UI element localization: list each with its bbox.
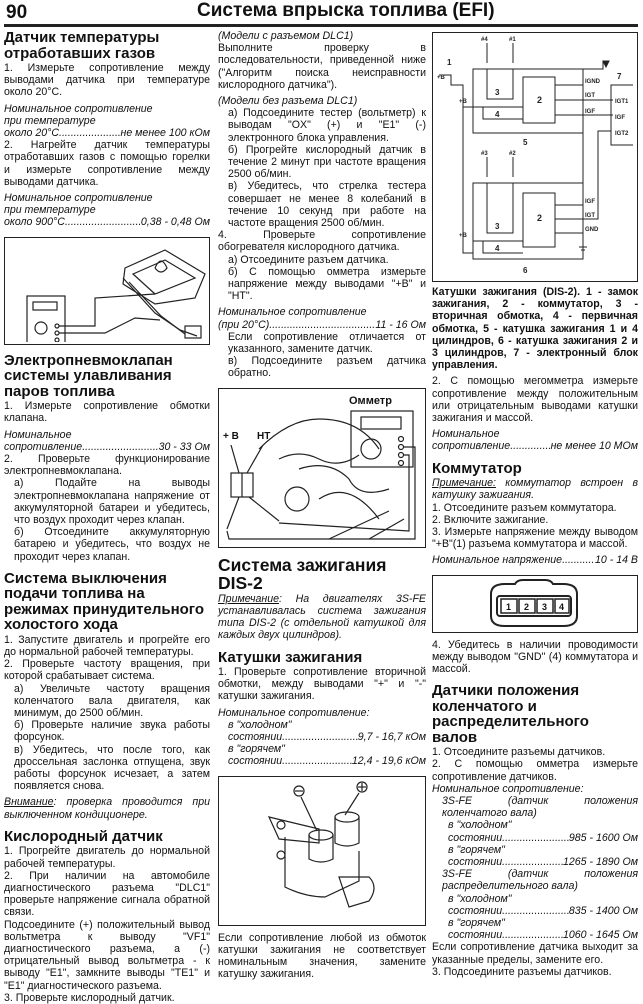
svg-text:5: 5 — [523, 138, 528, 147]
spec-row: Номинальное напряжение ..... 10 - 14 В — [432, 554, 638, 566]
step: 2. Нагрейте датчик температуры отработавших газов с помощью горелки и измерьте сопротивление между выводами датчика. — [4, 139, 210, 188]
spec-row: состоянии ..... 985 - 1600 Ом — [432, 832, 638, 844]
diagram-label: #3 — [481, 151, 488, 157]
spec-row: состоянии ..... 9,7 - 16,7 кОм — [218, 731, 426, 743]
section-title: Датчики положения коленчатого и распределительного валов — [432, 682, 589, 746]
svg-text:IGT1: IGT1 — [615, 99, 629, 105]
section-dis2 — [218, 556, 426, 642]
svg-text:2: 2 — [537, 95, 543, 105]
pin-label: 4 — [559, 601, 565, 612]
ht-label: HT — [257, 430, 271, 442]
diagram-label: #1 — [509, 37, 516, 43]
page-number: 90 — [6, 2, 28, 23]
section-title: Коммутатор — [432, 459, 522, 477]
pin-label: 2 — [524, 601, 530, 612]
ohmmeter-label: Омметр — [349, 394, 392, 407]
spec-row: состоянии ..... 1265 - 1890 Ом — [432, 856, 638, 868]
running-title: Система впрыска топлива (EFI) — [197, 0, 495, 21]
figure-heater-test — [218, 388, 426, 548]
section-title: Катушки зажигания — [218, 648, 363, 666]
spec-row: (при 20°С) ..... 11 - 16 Ом — [218, 319, 426, 331]
svg-text:IGND: IGND — [585, 79, 600, 85]
figure-igniter-connector — [432, 575, 638, 633]
section-exhaust-temp-sensor: Датчик температуры отработавших газов 1. Измерьте сопротивление между выводами датчика при температуре около 20°С. Номинальное сопротивление при температуре около 20°С ..... не менее 100 кОм 2. Нагрейте датчик температуры отработавших газов с помощью горелки и измерьте сопротивление между выводами датчика. Номинальное сопротивление при температуре около 900°С ..... 0,38 - 0,48 Ом — [4, 30, 210, 229]
svg-text:IGT: IGT — [585, 93, 595, 99]
warning-note: Внимание: проверка проводится при выключенном кондиционере. — [4, 796, 210, 821]
section-ignition-coils: Катушки зажигания 1. Проверьте сопротивление вторичной обмотки, между выводами "+" и "-" катушки зажигания. Номинальное сопротивление: в "холодном" состоянии ..... 9,7 - 16,7 кОм в "горячем" состоянии ..... 12,4 - 19,6 кОм — [218, 650, 426, 768]
section-fuel-cut: Система выключения подачи топлива на режимах принудительного холостого хода 1. Запустите двигатель и прогрейте его до нормальной рабочей температуры. 2. Проверьте частоту вращения, при которой срабатывает система. а) Увеличьте частоту вращения коленчатого вала двигателя, как минимум, до 2500 об/мин. б) Проверьте наличие звука работы форсунок. в) Убедитесь, что после того, как дроссельная заслонка отпущена, звук работы форсунок исчезает, а затем появляется снова. Внимание: проверка проводится при выключенном кондиционере. — [4, 569, 210, 821]
svg-text:GND: GND — [585, 227, 599, 233]
svg-text:+B: +B — [459, 99, 467, 105]
section-evap-valve: Электропневмоклапан системы улавливания паров топлива 1. Измерьте сопротивление обмотки клапана. Номинальное сопротивление ..... 30 - 33 Ом 2. Проверьте функционирование электропневмоклапана. а) Подайте на выводы электропневмоклапана напряжение от аккумуляторной батареи и убедитесь, что воздух проходит через клапан. б) Отсоедините аккумуляторную батарею и убедитесь, что воздух не проходит через клапан. — [4, 353, 210, 563]
plus-b-label: + B — [223, 430, 239, 442]
section-crank-cam-sensors: Датчики положения коленчатого и распределительного валов 1. Отсоедините разъемы датчиков. 2. С помощью омметра измерьте сопротивление датчиков. Номинальное сопротивление: 3S-FE (датчик положения коленчатого вала) в "холодном" состоянии ..... 985 - 1600 Ом в "горячем" состоянии ..... 1265 - 1890 Ом 3S-FE (датчик положения распределительного вала) в "холодном" состоянии ..... 835 - 1400 Ом в "горячем" состоянии ..... 1060 - 1645 Ом Если сопротивление датчика выходит за указанные пределы, замените его. 3. Подсоедините разъемы датчиков. — [432, 683, 638, 978]
figure-caption: Катушки зажигания (DIS-2). 1 - замок зажигания, 2 - коммутатор, 3 - вторичная обмотка, 4 - первичная обмотка, 5 - катушка зажигания 1 и 4 цилиндров, 6 - катушка зажигания 2 и 3 цилиндров, 7 - электронный блок управления. — [432, 286, 638, 372]
section-title: Кислородный датчик — [4, 827, 163, 845]
spec-row: состоянии ..... 1060 - 1645 Ом — [432, 929, 638, 941]
section-title: Система выключения подачи топлива на режимах принудительного холостого хода — [4, 569, 205, 634]
pin-label: 1 — [506, 601, 512, 612]
svg-text:+B: +B — [459, 233, 467, 239]
diagram-label: #4 — [481, 37, 488, 43]
page-header — [4, 0, 638, 27]
figure-dis2-wiring-diagram — [432, 32, 638, 282]
spec-row: состоянии ..... 12,4 - 19,6 кОм — [218, 755, 426, 767]
note: Примечание: На двигателях 3S-FE устанавливалась система зажигания типа DIS-2 (с отдельной катушкой для каждых двух цилиндров). — [218, 592, 426, 642]
spec-row: сопротивление ..... 30 - 33 Ом — [4, 441, 210, 453]
svg-text:2: 2 — [537, 213, 543, 223]
column-3: #4 #1 #3 #2 1 2 2 3 3 4 4 5 6 7 +B +B +B IGND IGT IGF IGT1 IGF IGT2 IGF IGT GND Катушки зажигания (DIS-2). 1 - замок зажигания, 2 - коммутатор, 3 - вторичная обмотка, 4 - первичная обмотка, 5 - катушка зажигания 1 и 4 цилиндров, 6 - катушка зажигания 2 и 3 цилиндров, 7 - электронный блок управления. 2. С помощью мегомметра измерьте сопротивление между положительным или отрицательным выводами катушки зажигания и массой. Номинальное сопротивление ..... не менее 10 МОм Коммутатор Примечание: коммутатор встроен в катушку зажигания. 1. Отсоедините разъем коммутатора. 2. Включите зажигание. 3. Измерьте напряжение между выводом "+B"(1) разъема коммутатора и массой. Номинальное напряжение ..... 10 - 14 В 1 2 3 4 4. Убедитесь в наличии проводимости между выводом "GND" (4) коммутатора и массой. Датчики положения коленчатого и распределительного валов 1. Отсоедините разъемы датчиков. 2. С помощью омметра измерьте сопротивление датчиков. Номинальное сопротивление: 3S-FE (датчик положения коленчатого вала) в "холодном" состоянии ..... 985 - 1600 Ом в "горячем" состоянии ..... 1265 - 1890 Ом 3S-FE (датчик положения распределительного вала) в "холодном" состоянии ..... 835 - 1400 Ом в "горячем" состоянии ..... 1060 - 1645 Ом Если сопротивление датчика выходит за указанные пределы, замените его. 3. Подсоедините разъемы датчиков. — [432, 30, 638, 978]
spec-row: состоянии ..... 835 - 1400 Ом — [432, 905, 638, 917]
figure-exhaust-sensor-test — [4, 237, 210, 345]
figure-ignition-coil — [218, 776, 426, 926]
column-1 — [4, 30, 210, 1004]
svg-text:IGT2: IGT2 — [615, 131, 629, 137]
svg-text:3: 3 — [495, 222, 500, 231]
svg-text:+B: +B — [437, 75, 445, 81]
svg-text:IGF: IGF — [585, 199, 595, 205]
svg-text:7: 7 — [617, 72, 622, 81]
spec-row: сопротивление ..... не менее 10 МОм — [432, 440, 638, 452]
section-oxygen-sensor: Кислородный датчик 1. Прогрейте двигатель до нормальной рабочей температуры. 2. При наличии на автомобиле диагностического разъема "DLC1" проверьте напряжение сигнала обратной связи. Подсоедините (+) положительный вывод вольтметра к выводу "VF1" диагностического разъема, а (-) отрицательный вывод вольтметра - к выводу "E1", замкните выводы "TE1" и "E1" диагностического разъема. 3. Проверьте кислородный датчик. — [4, 827, 210, 1004]
svg-text:IGF: IGF — [585, 109, 595, 115]
svg-text:4: 4 — [495, 110, 500, 119]
svg-text:IGT: IGT — [585, 213, 595, 219]
spec-row: около 900°С ..... 0,38 - 0,48 Ом — [4, 216, 210, 228]
svg-text:IGF: IGF — [615, 115, 625, 121]
step: 1. Измерьте сопротивление между выводами датчика при температуре около 20°С. — [4, 62, 210, 99]
note: Примечание: коммутатор встроен в катушку зажигания. — [432, 477, 638, 502]
svg-text:6: 6 — [523, 266, 528, 275]
svg-text:1: 1 — [447, 58, 452, 67]
diagram-label: #2 — [509, 151, 516, 157]
svg-text:3: 3 — [495, 88, 500, 97]
section-igniter: Коммутатор Примечание: коммутатор встроен в катушку зажигания. 1. Отсоедините разъем коммутатора. 2. Включите зажигание. 3. Измерьте напряжение между выводом "+B"(1) разъема коммутатора и массой. Номинальное напряжение ..... 10 - 14 В 1 2 3 4 4. Убедитесь в наличии проводимости между выводом "GND" (4) коммутатора и массой. — [432, 461, 638, 676]
section-title: Датчик температуры отработавших газов — [4, 29, 160, 62]
svg-text:4: 4 — [495, 244, 500, 253]
pin-label: 3 — [542, 601, 548, 612]
column-2: (Модели с разъемом DLC1) Выполните проверку в последовательности, приведенной ниже ("Алгоритм поиска неисправности кислородного датчика"). (Модели без разъема DLC1) а) Подсоедините тестер (вольтметр) к выводам "OX" (+) и "E1" (-) электронного блока управления. б) Прогрейте кислородный датчик в течение 2 минут при частоте вращения 2500 об/мин. в) Убедитесь, что стрелка тестера совершает не менее 8 колебаний в течение 10 секунд при работе на частоте вращения 2500 об/мин. 4. Проверьте сопротивление обогревателя кислородного датчика. а) Отсоедините разъем датчика. б) С помощью омметра измерьте напряжение между выводами "+B" и "HT". Номинальное сопротивление (при 20°С) ..... 11 - 16 Ом Если сопротивление отличается от указанного, замените датчик. в) Подсоедините разъем датчика обратно. Омметр + B HT Система зажигания DIS-2 Примечание: На двигателях 3S-FE устанавливалась система зажигания типа DIS-2 (с отдельной катушкой для каждых двух цилиндров). Катушки зажигания 1. Проверьте сопротивление вторичной обмотки, между выводами "+" и "-" катушки зажигания. Номинальное сопротивление: в "холодном" состоянии ..... 9,7 - 16,7 кОм в "горячем" состоянии ..... 12,4 - 19,6 кОм Если сопротивление любой из обмоток катушки зажигания не соответствует номинальным значения, замените катушку зажигания. — [218, 30, 426, 980]
spec-row: около 20°С ..... не менее 100 кОм — [4, 127, 210, 139]
section-title: Электропневмоклапан системы улавливания паров топлива — [4, 351, 173, 400]
section-title: Система зажигания DIS-2 — [218, 554, 387, 593]
